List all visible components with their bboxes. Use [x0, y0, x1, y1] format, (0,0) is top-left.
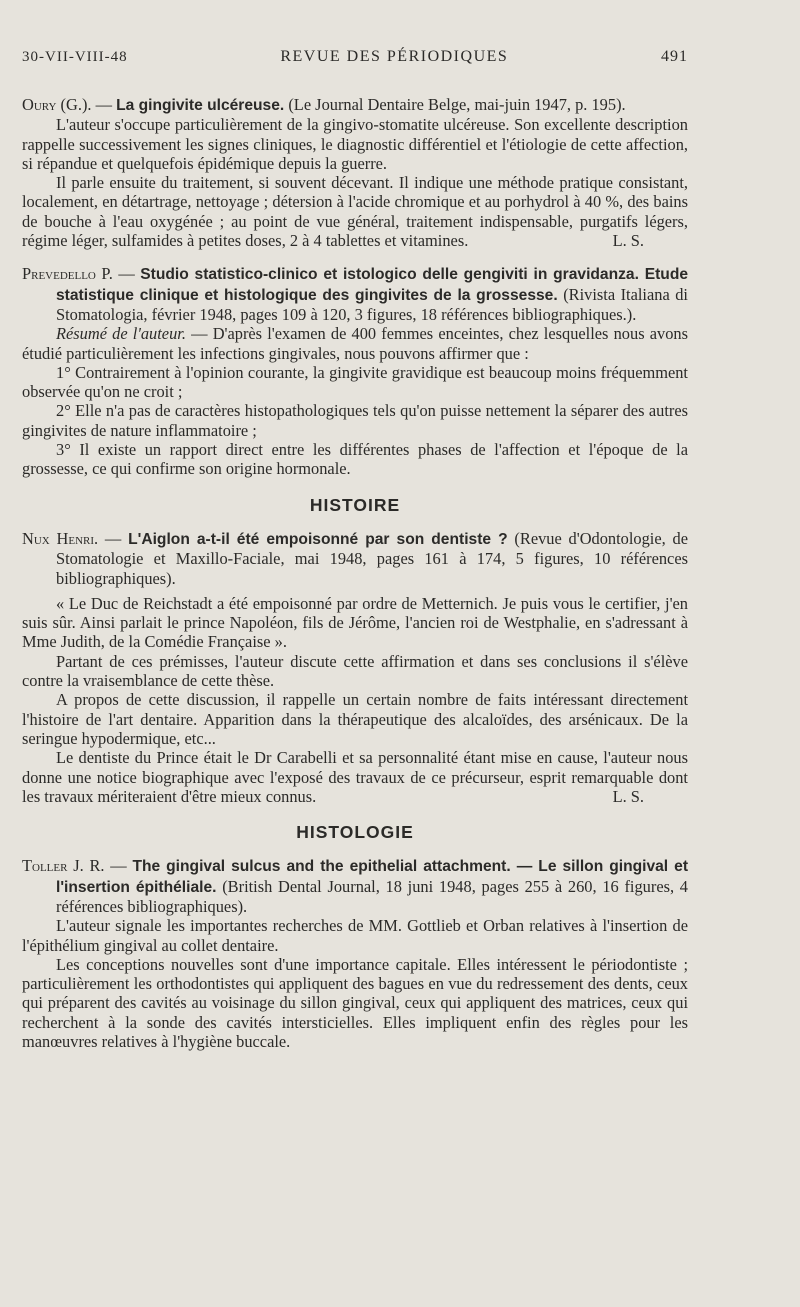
list-item: 3° Il existe un rapport direct entre les différentes phases de l'affection et l'époque de la grossesse, ce qui confirme son origine hormonale.	[22, 440, 688, 479]
entry-citation: Nux Henri. — L'Aiglon a-t-il été empoisonné par son dentiste ? (Revue d'Odontologie, de Stomatologie et Maxillo-Faciale, mai 1948, pages 161 à 174, 5 figures, 10 références bibliographiques).	[22, 528, 688, 588]
entry-source: (Le Journal Dentaire Belge, mai-juin 1947, p. 195).	[288, 95, 626, 114]
entry-paragraph: « Le Duc de Reichstadt a été empoisonné par ordre de Metternich. Je puis vous le certifier, j'en suis sûr. Ainsi parlait le prince Napoléon, fils de Jérôme, l'ancien roi de Westphalie, en s'adressant à Mme Judith, de la Comédie Française ».	[22, 593, 688, 652]
entry-author: Nux Henri.	[22, 528, 99, 548]
entry-title: La gingivite ulcéreuse.	[116, 97, 285, 114]
entry-paragraph: Le dentiste du Prince était le Dr Carabelli et sa personnalité étant mise en cause, l'auteur nous donne une notice biographique avec l'exposé des travaux de ce précurseur, esprit remarquable dont les travaux mériteraient d'être mieux connus. L. S.	[22, 748, 688, 806]
entry-paragraph: Partant de ces prémisses, l'auteur discute cette affirmation et dans ses conclusions il s'élève contre la vraisemblance de cette thèse.	[22, 651, 688, 691]
article-column	[22, 95, 688, 1051]
running-header	[22, 48, 688, 66]
entry-citation: Toller J. R. — The gingival sulcus and the epithelial attachment. — Le sillon gingival et l'insertion épithéliale. (British Dental Journal, 18 juni 1948, pages 255 à 260, 16 figures, 4 références bibliographiques).	[22, 856, 689, 916]
entry-paragraph: Les conceptions nouvelles sont d'une importance capitale. Elles intéressent le périodontiste ; particulièrement les orthodontistes qui appliquent des bagues en vue du redressement des dents, ceux qui préparent des cavités au voisinage du sillon gingival, ceux qui appliquent des matrices, ceux qui recherchent à la sonde des cavités intersticielles. Elles impliquent enfin des règles pour les manœuvres relatives à l'hygiène buccale.	[22, 954, 688, 1052]
entry-title: The gingival sulcus and the epithelial attachment. — Le sillon gingival et l'insertion épithéliale.	[56, 858, 689, 896]
section-heading-histologie: HISTOLOGIE	[296, 822, 414, 843]
entry-paragraph: L'auteur s'occupe particulièrement de la gingivo-stomatite ulcéreuse. Son excellente description rappelle successivement les signes cliniques, le diagnostic différentiel et l'étiologie de cette affection, si répandue et quelquefois épidémique depuis la guerre.	[22, 115, 688, 173]
section-heading-histoire: HISTOIRE	[309, 494, 401, 515]
entry-title: L'Aiglon a-t-il été empoisonné par son dentiste ?	[128, 530, 508, 548]
entry-signature: L. S.	[612, 231, 644, 251]
list-item: 1° Contrairement à l'opinion courante, la gingivite gravidique est beaucoup moins fréquemment observée qu'on ne croit ;	[22, 362, 688, 402]
entry-author: Prevedello P.	[22, 264, 113, 284]
entry-source: (British Dental Journal, 18 juni 1948, pages 255 à 260, 16 figures, 4 références bibliographiques).	[56, 876, 689, 916]
entry-author: Toller J. R.	[22, 856, 105, 876]
entry-citation: Oury (G.). — La gingivite ulcéreuse. (Le Journal Dentaire Belge, mai-juin 1947, p. 195).	[22, 95, 626, 114]
abstract-label: Résumé de l'auteur.	[56, 324, 186, 344]
journal-title: REVUE DES PÉRIODIQUES	[280, 48, 509, 65]
page-number: 491	[661, 48, 688, 65]
entry-author: Oury (G.).	[22, 95, 92, 114]
entry-paragraph: L'auteur signale les importantes recherches de MM. Gottlieb et Orban relatives à l'insertion de l'épithélium gingival au collet dentaire.	[22, 916, 688, 955]
entry-signature: L. S.	[612, 786, 644, 806]
entry-source: (Revue d'Odontologie, de Stomatologie et Maxillo-Faciale, mai 1948, pages 161 à 174, 5 figures, 10 références bibliographiques).	[56, 528, 688, 588]
entry-citation: Prevedello P. — Studio statistico-clinico et istologico delle gengiviti in gravidanza. Etude statistique clinique et histologique des gingivites de la grossesse. (Rivista Italiana di Stomatologia, février 1948, pages 109 à 120, 3 figures, 18 références bibliographiques.).	[22, 264, 689, 324]
entry-paragraph: Il parle ensuite du traitement, si souvent décevant. Il indique une méthode pratique consistant, localement, en détartrage, nettoyage ; détersion à l'acide chromique et au porhydrol à 40 %, des bains de bouche à l'eau oxygénée ; au point de vue général, traitement indispensable, purgatifs légers, régime léger, sulfamides à petites doses, 2 à 4 tablettes et vitamines. L. S.	[22, 173, 688, 251]
entry-source: (Rivista Italiana di Stomatologia, février 1948, pages 109 à 120, 3 figures, 18 références bibliographiques.).	[56, 284, 688, 324]
entry-title: Studio statistico-clinico et istologico delle gengiviti in gravidanza. Etude statistique clinique et histologique des gingivites de la grossesse.	[56, 266, 689, 304]
entry-paragraph: Résumé de l'auteur. — D'après l'examen de 400 femmes enceintes, chez lesquelles nous avons étudié particulièrement les infections gingivales, nous pouvons affirmer que :	[22, 324, 688, 363]
header-date: 30-VII-VIII-48	[22, 49, 128, 65]
entry-paragraph: A propos de cette discussion, il rappelle un certain nombre de faits intéressant directement l'histoire de l'art dentaire. Apparition dans la thérapeutique des alcaloïdes, des arsénicaux. De la seringue hypodermique, etc...	[22, 690, 688, 748]
list-item: 2° Elle n'a pas de caractères histopathologiques tels qu'on puisse nettement la séparer des autres gingivites de nature inflammatoire ;	[22, 401, 688, 440]
